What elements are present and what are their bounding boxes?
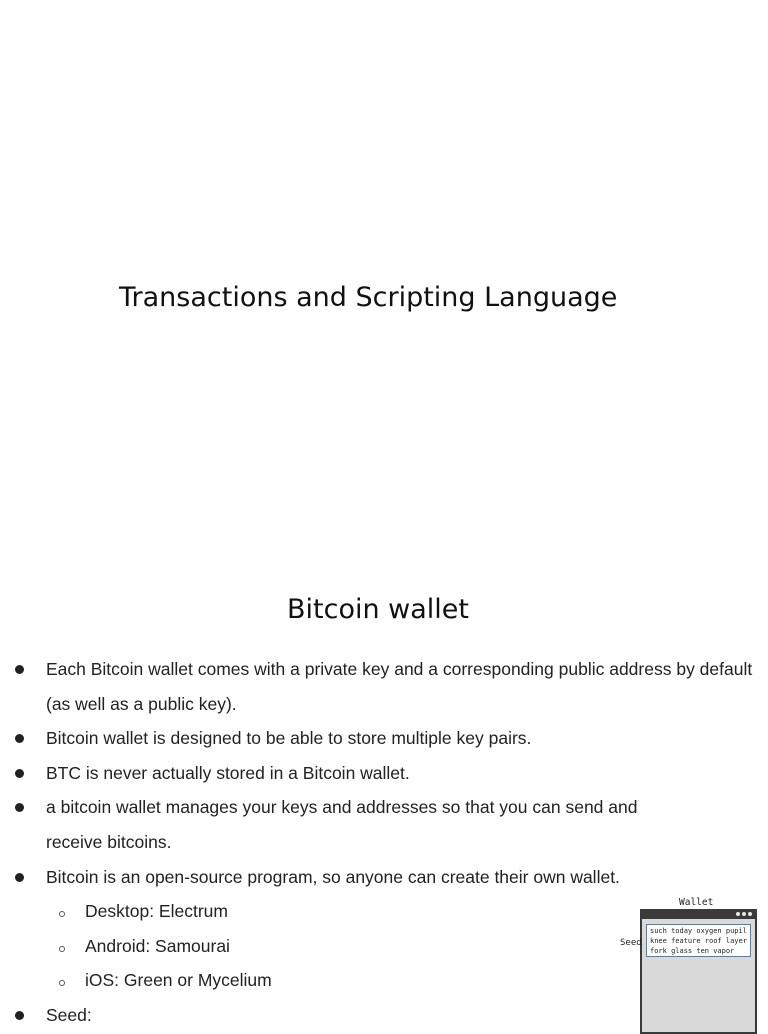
- bullet-text: Seed:: [46, 1004, 92, 1025]
- sub-bullet-ring-icon: [59, 911, 65, 917]
- bullet-dot-icon: [15, 665, 24, 674]
- sub-bullet-ring-icon: [59, 980, 65, 986]
- wallet-window: [640, 909, 757, 1034]
- bullet-dot-icon: [15, 1011, 24, 1020]
- bullet-item: [0, 721, 768, 756]
- bullet-dot-icon: [15, 803, 24, 812]
- bullet-text: Bitcoin wallet is designed to be able to store multiple key pairs.: [46, 728, 532, 749]
- bullet-dot-icon: [15, 873, 24, 882]
- sub-bullet-text: Android: Samourai: [85, 935, 230, 956]
- bullet-text: BTC is never actually stored in a Bitcoin wallet.: [46, 762, 410, 783]
- seed-line: such today oxygen pupil: [650, 927, 747, 935]
- seed-phrase-box: [646, 924, 751, 957]
- sub-bullet-text: iOS: Green or Mycelium: [85, 970, 272, 991]
- sub-bullet-text: Desktop: Electrum: [85, 901, 228, 922]
- bullet-text: Each Bitcoin wallet comes with a private key and a corresponding public address by default (as well as a public key).: [46, 659, 753, 714]
- wallet-illustration: [618, 897, 768, 1024]
- bullet-dot-icon: [15, 734, 24, 743]
- bullet-item: [0, 756, 768, 791]
- wallet-titlebar: [642, 911, 755, 919]
- window-dots-icon: [736, 912, 752, 916]
- bullet-text: a bitcoin wallet manages your keys and addresses so that you can send and receive bitcoins.: [46, 797, 638, 852]
- seed-line: fork glass ten vapor: [650, 947, 735, 955]
- bullet-item: [0, 652, 768, 721]
- bullet-item: [0, 790, 768, 859]
- wallet-caption: Wallet: [679, 897, 714, 908]
- seed-label: Seed: [620, 938, 642, 948]
- sub-bullet-ring-icon: [59, 946, 65, 952]
- seed-line: knee feature roof layer: [650, 937, 747, 945]
- slide-title: Transactions and Scripting Language: [119, 282, 618, 313]
- section-heading: Bitcoin wallet: [287, 594, 469, 625]
- bullet-item: [0, 860, 768, 895]
- bullet-dot-icon: [15, 769, 24, 778]
- bullet-text: Bitcoin is an open-source program, so anyone can create their own wallet.: [46, 866, 620, 887]
